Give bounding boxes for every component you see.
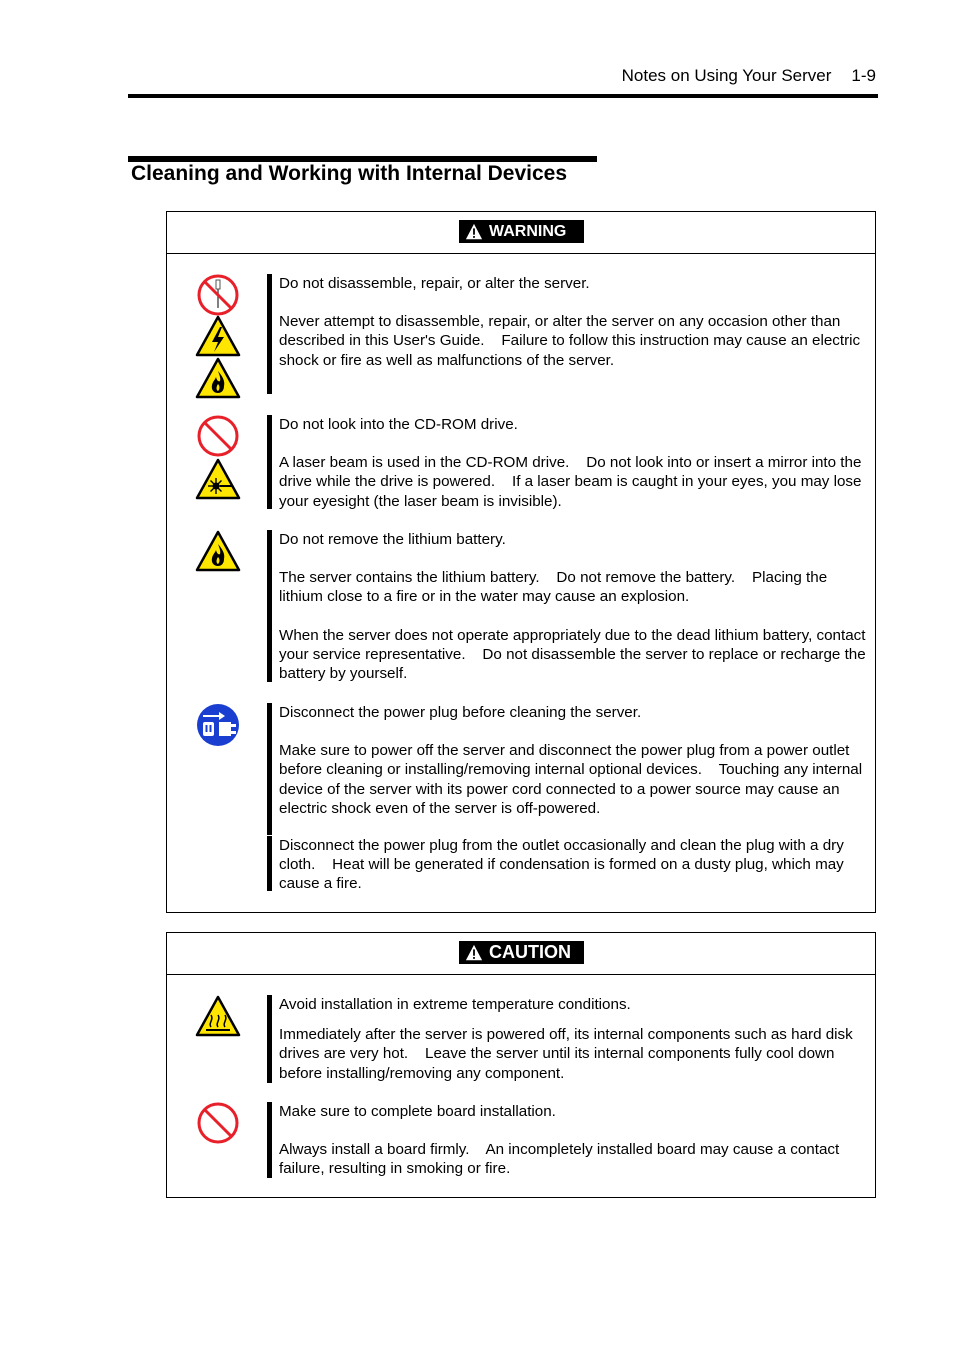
entry-paragraph: Disconnect the power plug from the outlet occasionally and clean the plug with a dry cloth. Heat will be generated if condensation is formed on a dusty plug, which may cause a fire. xyxy=(279,837,844,893)
caution-label: CAUTION xyxy=(489,942,571,962)
warning-signal xyxy=(459,220,584,243)
entry-icons xyxy=(195,1102,243,1146)
caution-signal xyxy=(459,941,584,964)
page-number: 1-9 xyxy=(851,66,876,85)
section-title: Cleaning and Working with Internal Devices xyxy=(131,162,568,185)
entry-paragraph: Never attempt to disassemble, repair, or alter the server on any occasion other than described in this User's Guide. Failure to follow this instruction may cause an electric shock or fire as well as malfunctions of the server. xyxy=(279,313,861,369)
prohibited-icon xyxy=(195,1102,241,1146)
header-section: Notes on Using Your Server xyxy=(621,66,832,85)
electric-shock-icon xyxy=(195,315,241,359)
entry-bar xyxy=(267,1102,272,1178)
fire-icon xyxy=(195,530,241,574)
no-disassemble-icon xyxy=(195,274,241,318)
entry-paragraph: Make sure to power off the server and disconnect the power plug from a power outlet before cleaning or installing/removing internal optional devices. Touching any internal device of the server with its power cord connected to a power source may cause an electric shock even of the server is off-powered. xyxy=(279,742,863,817)
entry-bar xyxy=(267,274,272,394)
fire-icon xyxy=(195,357,241,401)
entry-icons xyxy=(195,415,243,502)
entry-bar xyxy=(267,703,272,835)
entry-paragraph: Always install a board firmly. An incompletely installed board may cause a contact failure, resulting in smoking or fire. xyxy=(279,1141,840,1178)
entry-bar xyxy=(267,836,272,891)
warning-label: WARNING xyxy=(489,222,567,240)
entry-heading: Do not disassemble, repair, or alter the server. xyxy=(279,275,590,292)
page-header xyxy=(128,64,878,100)
entry-paragraph: The server contains the lithium battery. Do not remove the battery. Placing the lithium close to a fire or in the water may cause an explosion. xyxy=(279,569,828,606)
entry-heading: Disconnect the power plug before cleaning the server. xyxy=(279,704,642,721)
entry-paragraph: A laser beam is used in the CD-ROM drive. Do not look into or insert a mirror into the drive while the drive is powered. If a laser beam is caught in your eyes, you may lose your eyesight (the laser beam is invisible). xyxy=(279,454,862,510)
unplug-icon xyxy=(195,703,241,747)
running-header xyxy=(622,66,876,86)
entry-bar xyxy=(267,995,272,1083)
entry-icons xyxy=(195,703,243,747)
warning-header xyxy=(167,212,875,254)
entry-text xyxy=(279,415,869,511)
entry-text xyxy=(279,703,869,818)
entry-text xyxy=(279,995,869,1083)
entry-icons xyxy=(195,995,243,1039)
entry-bar xyxy=(267,530,272,682)
entry-text xyxy=(279,1102,869,1179)
entry-bar xyxy=(267,415,272,509)
caution-header xyxy=(167,933,875,975)
entry-text xyxy=(279,530,869,683)
entry-heading: Do not look into the CD-ROM drive. xyxy=(279,416,518,433)
entry-text xyxy=(279,836,869,894)
laser-icon xyxy=(195,458,241,502)
alert-triangle-icon xyxy=(465,944,483,962)
caution-box xyxy=(166,932,876,1198)
entry-paragraph: Immediately after the server is powered off, its internal components such as hard disk drives are very hot. Leave the server until its internal components fully cool down before installing/removing any component. xyxy=(279,1026,853,1082)
entry-heading: Do not remove the lithium battery. xyxy=(279,531,506,548)
entry-heading: Make sure to complete board installation. xyxy=(279,1103,556,1120)
hot-surface-icon xyxy=(195,995,241,1039)
alert-triangle-icon xyxy=(465,223,483,241)
entry-text xyxy=(279,274,869,370)
header-rule xyxy=(128,94,878,98)
entry-paragraph: When the server does not operate appropriately due to the dead lithium battery, contact your service representative. Do not disassemble the server to replace or recharge the battery by yourself. xyxy=(279,626,866,683)
entry-icons xyxy=(195,530,243,574)
prohibited-icon xyxy=(195,415,241,459)
warning-box xyxy=(166,211,876,913)
entry-icons xyxy=(195,274,243,401)
entry-heading: Avoid installation in extreme temperature conditions. xyxy=(279,996,631,1013)
